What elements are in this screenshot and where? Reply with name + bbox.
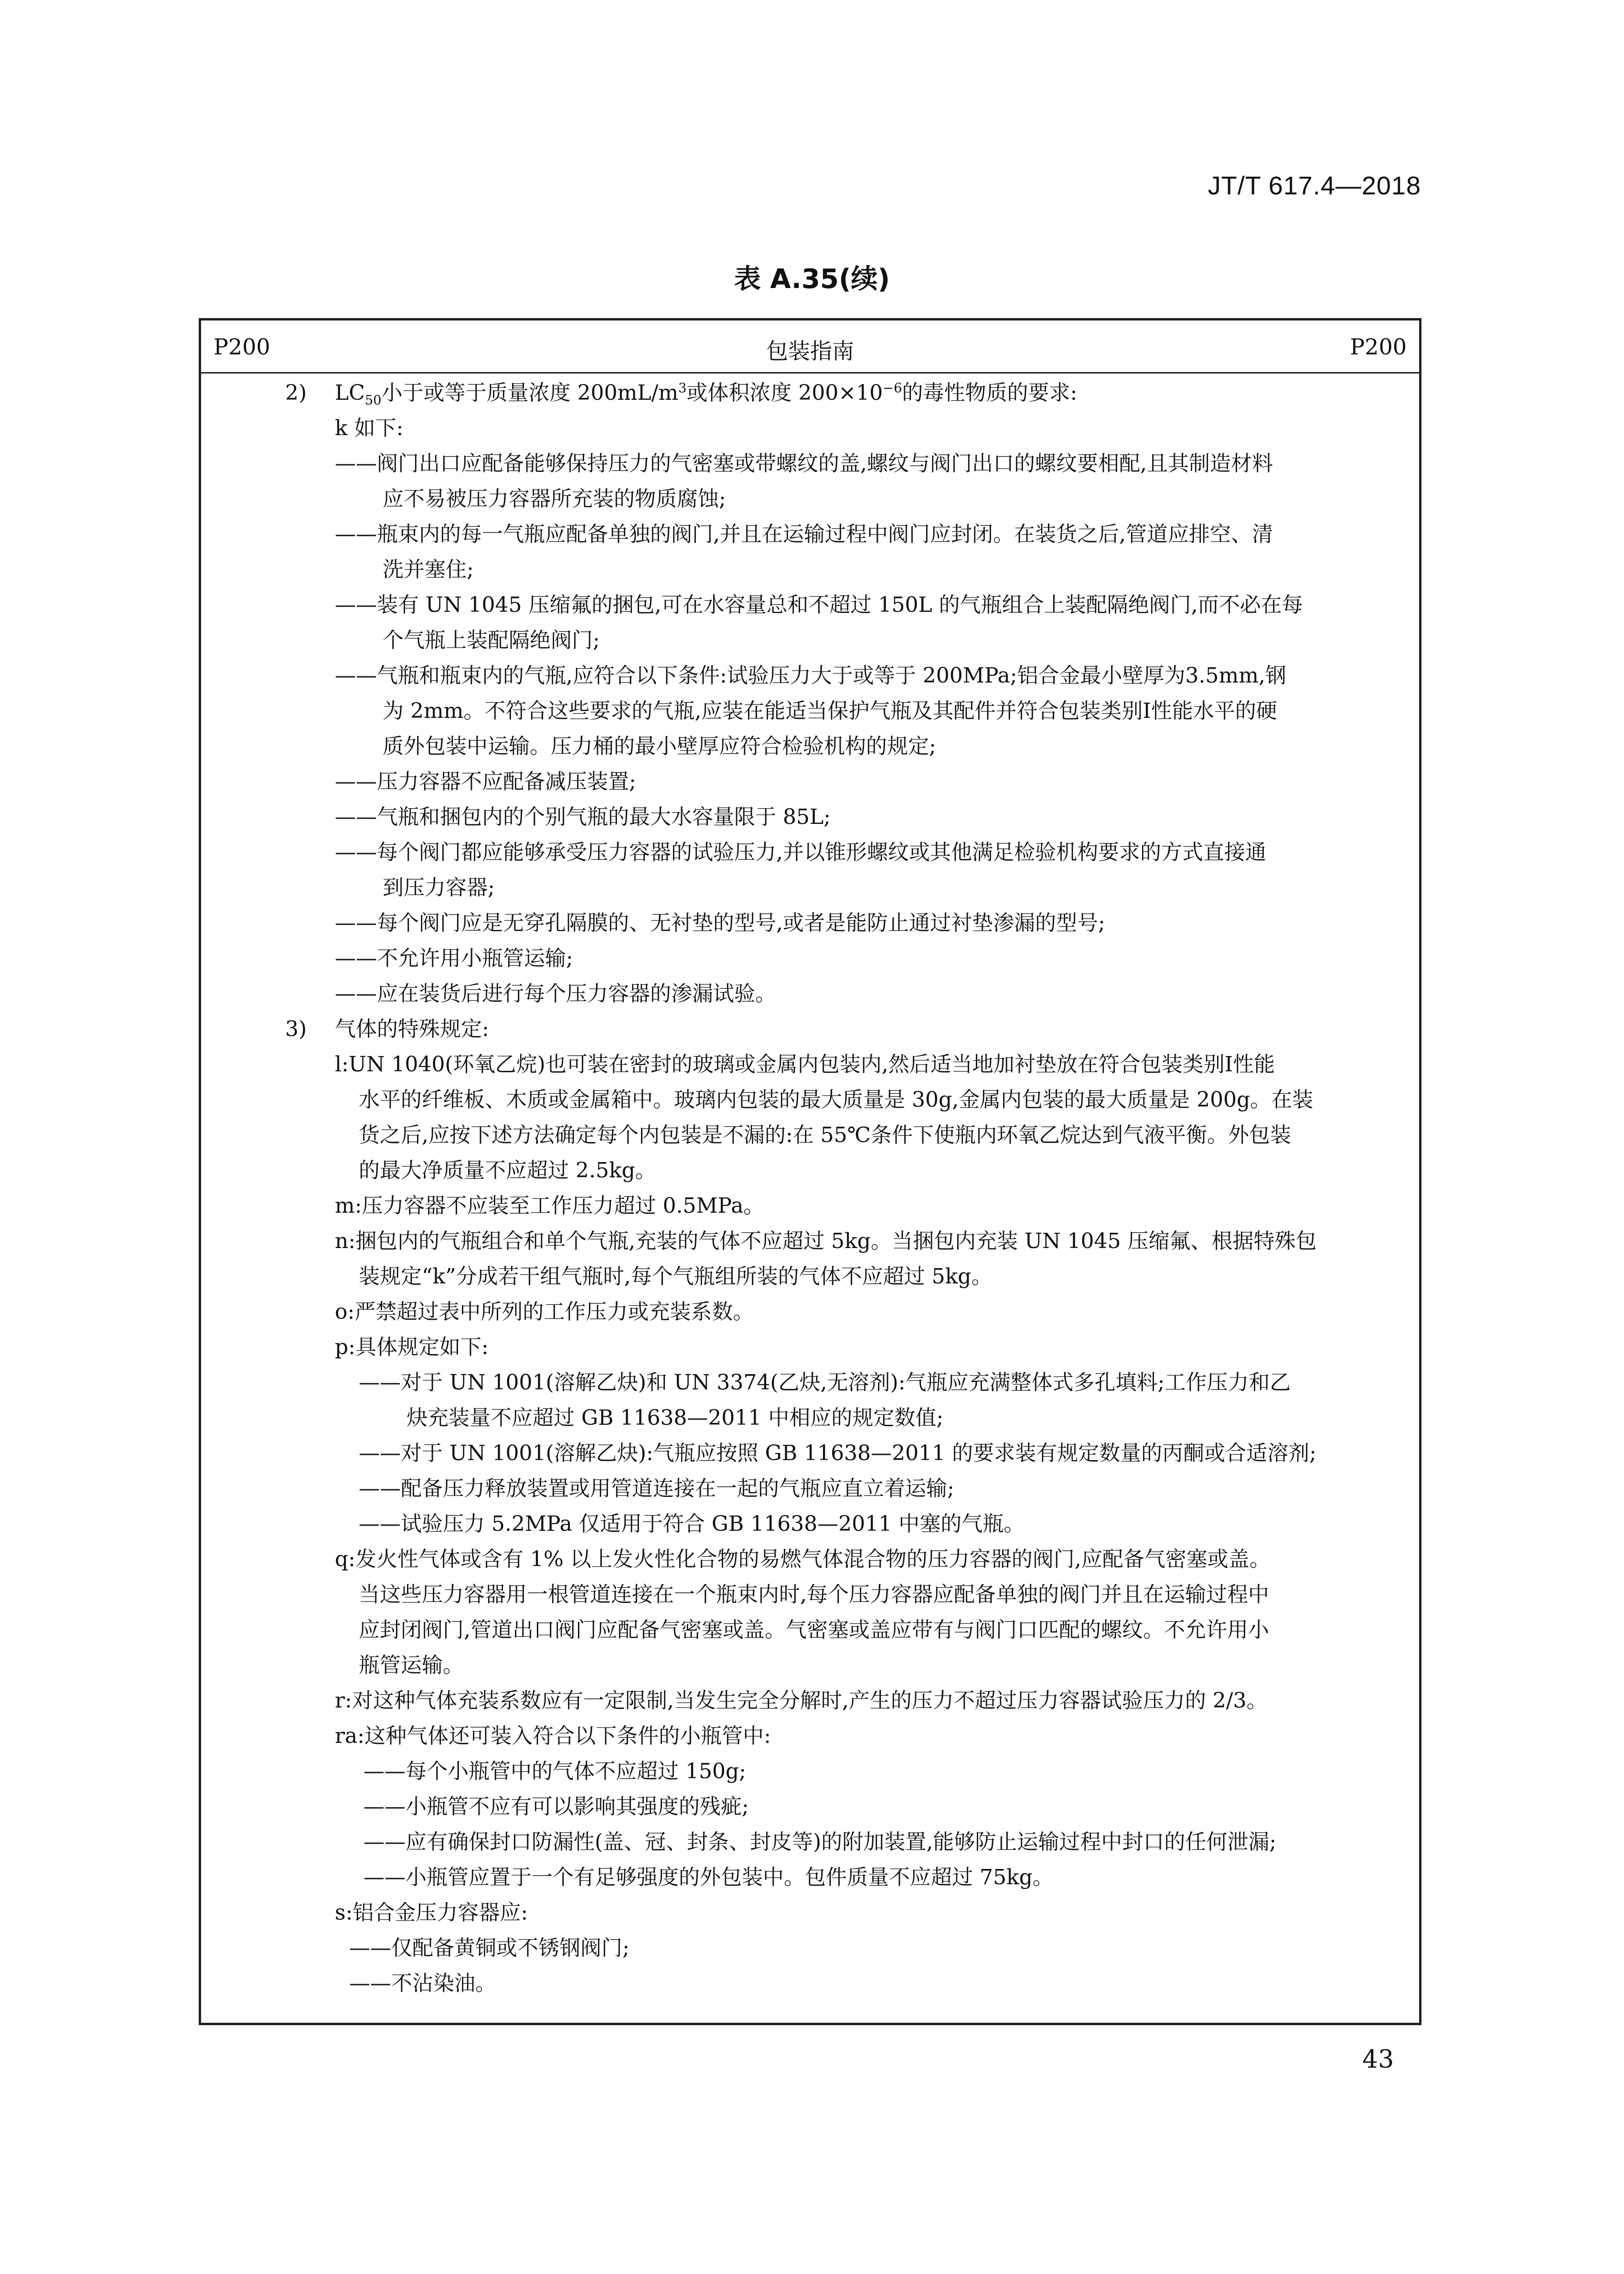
- provision-line: ——瓶束内的每一气瓶应配备单独的阀门,并且在运输过程中阀门应封闭。在装货之后,管道应排空、清: [335, 522, 1273, 546]
- section-heading: [335, 381, 1078, 408]
- provision-line: ——不允许用小瓶管运输;: [335, 946, 573, 971]
- provision-line: ——对于 UN 1001(溶解乙炔):气瓶应按照 GB 11638—2011 的要求装有规定数量的丙酮或合适溶剂;: [359, 1441, 1316, 1465]
- page-number: 43: [1362, 2045, 1394, 2074]
- provision-line: 水平的纤维板、木质或金属箱中。玻璃内包装的最大质量是 30g,金属内包装的最大质量是 200g。在装: [359, 1088, 1314, 1112]
- lc-subscript: 50: [364, 393, 382, 408]
- provision-line: ——装有 UN 1045 压缩氟的捆包,可在水容量总和不超过 150L 的气瓶组合上装配隔绝阀门,而不必在每: [335, 593, 1303, 617]
- provision-line: n:捆包内的气瓶组合和单个气瓶,充装的气体不应超过 5kg。当捆包内充装 UN 1045 压缩氟、根据特殊包: [335, 1229, 1317, 1253]
- provision-line: ——小瓶管不应有可以影响其强度的残疵;: [363, 1794, 749, 1819]
- provision-line: 货之后,应按下述方法确定每个内包装是不漏的:在 55℃条件下使瓶内环氧乙烷达到气液平衡。外包装: [359, 1123, 1292, 1147]
- provision-line: 为 2mm。不符合这些要求的气瓶,应装在能适当保护气瓶及其配件并符合包装类别Ⅰ性能水平的硬: [383, 699, 1277, 723]
- header-code-left: P200: [214, 334, 270, 360]
- lc-symbol: LC: [335, 381, 365, 405]
- provision-line: ——应有确保封口防漏性(盖、冠、封条、封皮等)的附加装置,能够防止运输过程中封口的任何泄漏;: [363, 1830, 1277, 1854]
- provision-line: 当这些压力容器用一根管道连接在一个瓶束内时,每个压力容器应配备单独的阀门并且在运输过程中: [359, 1582, 1269, 1607]
- heading-text-b: 或体积浓度 200×10: [686, 381, 883, 405]
- provision-line: 的最大净质量不应超过 2.5kg。: [359, 1158, 656, 1183]
- provision-line: l:UN 1040(环氧乙烷)也可装在密封的玻璃或金属内包装内,然后适当地加衬垫放在符合包装类别Ⅰ性能: [335, 1052, 1275, 1077]
- section-number: 3): [285, 1017, 307, 1041]
- provision-line: 炔充装量不应超过 GB 11638—2011 中相应的规定数值;: [406, 1406, 944, 1430]
- provision-line: ——应在装货后进行每个压力容器的渗漏试验。: [335, 982, 776, 1006]
- heading-text-c: 的毒性物质的要求:: [902, 381, 1078, 405]
- provision-line: s:铝合金压力容器应:: [335, 1900, 528, 1925]
- section-number: 2): [285, 381, 307, 405]
- cubic-superscript: 3: [678, 381, 687, 396]
- provision-line: p:具体规定如下:: [335, 1335, 489, 1359]
- provision-line: ——小瓶管应置于一个有足够强度的外包装中。包件质量不应超过 75kg。: [363, 1865, 1054, 1890]
- provision-line: q:发火性气体或含有 1% 以上发火性化合物的易燃气体混合物的压力容器的阀门,应配备气密塞或盖。: [335, 1547, 1271, 1571]
- provision-line: ——每个阀门应是无穿孔隔膜的、无衬垫的型号,或者是能防止通过衬垫渗漏的型号;: [335, 911, 1105, 935]
- section-heading: 气体的特殊规定:: [335, 1017, 489, 1041]
- provision-line: ——每个阀门都应能够承受压力容器的试验压力,并以锥形螺纹或其他满足检验机构要求的方式直接通: [335, 840, 1266, 865]
- table-header-row: [201, 320, 1419, 374]
- table-title: 表 A.35(续): [734, 264, 890, 295]
- table-body: [201, 372, 1419, 2023]
- standard-code: JT/T 617.4—2018: [1207, 171, 1421, 200]
- provision-line: ——气瓶和捆包内的个别气瓶的最大水容量限于 85L;: [335, 805, 831, 829]
- provision-line: 个气瓶上装配隔绝阀门;: [383, 628, 600, 652]
- provision-line: o:严禁超过表中所列的工作压力或充装系数。: [335, 1300, 754, 1324]
- provision-line: ——阀门出口应配备能够保持压力的气密塞或带螺纹的盖,螺纹与阀门出口的螺纹要相配,且其制造材料: [335, 451, 1273, 476]
- provision-line: 质外包装中运输。压力桶的最小壁厚应符合检验机构的规定;: [383, 734, 936, 758]
- heading-text-a: 小于或等于质量浓度 200mL/m: [381, 381, 679, 405]
- provision-line: ——配备压力释放装置或用管道连接在一起的气瓶应直立着运输;: [359, 1476, 954, 1501]
- provision-line: 应封闭阀门,管道出口阀门应配备气密塞或盖。气密塞或盖应带有与阀门口匹配的螺纹。不允许用小: [359, 1618, 1269, 1642]
- provision-line: ——对于 UN 1001(溶解乙炔)和 UN 3374(乙炔,无溶剂):气瓶应充满整体式多孔填料;工作压力和乙: [359, 1370, 1291, 1395]
- exponent-superscript: −6: [883, 381, 902, 396]
- provision-line: 洗并塞住;: [383, 557, 474, 582]
- provision-line: ——仅配备黄铜或不锈钢阀门;: [349, 1936, 630, 1960]
- provision-line: 应不易被压力容器所充装的物质腐蚀;: [383, 487, 726, 511]
- provision-line: ——不沾染油。: [349, 1971, 496, 1996]
- provision-line: 到压力容器;: [383, 875, 495, 900]
- header-code-right: P200: [1350, 334, 1407, 360]
- provision-line: r:对这种气体充装系数应有一定限制,当发生完全分解时,产生的压力不超过压力容器试验压力的 2/3。: [335, 1688, 1268, 1713]
- provision-line: ——每个小瓶管中的气体不应超过 150g;: [363, 1759, 746, 1783]
- provision-line: ——压力容器不应配备减压装置;: [335, 769, 636, 794]
- provision-line: k 如下:: [335, 416, 404, 440]
- provision-line: 装规定“k”分成若干组气瓶时,每个气瓶组所装的气体不应超过 5kg。: [359, 1264, 993, 1289]
- provision-line: ——试验压力 5.2MPa 仅适用于符合 GB 11638—2011 中塞的气瓶。: [359, 1512, 1025, 1536]
- provision-line: ——气瓶和瓶束内的气瓶,应符合以下条件:试验压力大于或等于 200MPa;铝合金最小壁厚为3.5mm,钢: [335, 663, 1286, 688]
- provision-line: ra:这种气体还可装入符合以下条件的小瓶管中:: [335, 1724, 771, 1748]
- provision-line: 瓶管运输。: [359, 1653, 464, 1677]
- packing-instruction-table: [199, 318, 1421, 2025]
- header-title: 包装指南: [766, 338, 854, 364]
- provision-line: m:压力容器不应装至工作压力超过 0.5MPa。: [335, 1194, 765, 1218]
